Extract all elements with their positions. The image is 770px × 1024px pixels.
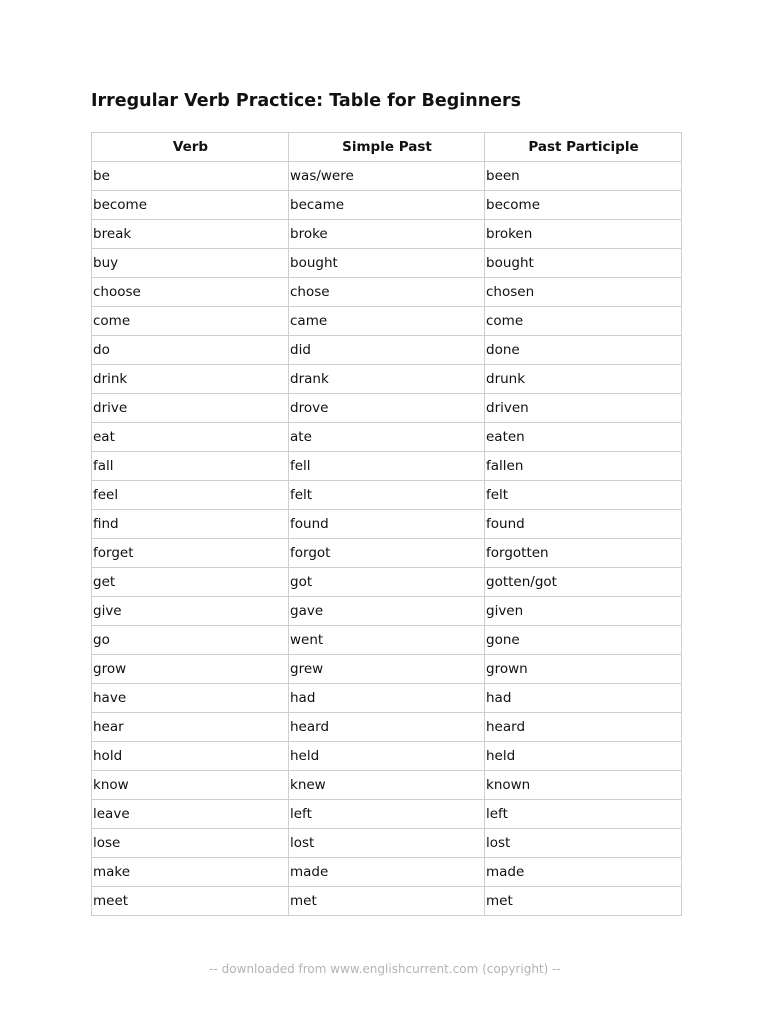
cell-verb: leave <box>92 800 289 829</box>
cell-simple-past: grew <box>289 655 485 684</box>
table-row <box>92 365 682 394</box>
cell-simple-past: bought <box>289 249 485 278</box>
cell-verb: hold <box>92 742 289 771</box>
cell-simple-past: chose <box>289 278 485 307</box>
table-row <box>92 858 682 887</box>
cell-verb: get <box>92 568 289 597</box>
table-row <box>92 684 682 713</box>
table-row <box>92 278 682 307</box>
column-header-past-participle: Past Participle <box>485 133 682 162</box>
cell-verb: have <box>92 684 289 713</box>
cell-simple-past: made <box>289 858 485 887</box>
table-row <box>92 336 682 365</box>
cell-verb: give <box>92 597 289 626</box>
cell-verb: find <box>92 510 289 539</box>
table-row <box>92 655 682 684</box>
cell-simple-past: had <box>289 684 485 713</box>
table-row <box>92 191 682 220</box>
cell-past-participle: made <box>485 858 682 887</box>
table-row <box>92 887 682 916</box>
cell-verb: fall <box>92 452 289 481</box>
cell-simple-past: felt <box>289 481 485 510</box>
table-row <box>92 742 682 771</box>
cell-simple-past: met <box>289 887 485 916</box>
cell-past-participle: bought <box>485 249 682 278</box>
cell-past-participle: given <box>485 597 682 626</box>
page-title: Irregular Verb Practice: Table for Beginners <box>91 91 522 111</box>
table-row <box>92 800 682 829</box>
cell-simple-past: ate <box>289 423 485 452</box>
cell-past-participle: forgotten <box>485 539 682 568</box>
cell-simple-past: drank <box>289 365 485 394</box>
column-header-simple-past: Simple Past <box>289 133 485 162</box>
table-row <box>92 713 682 742</box>
cell-past-participle: been <box>485 162 682 191</box>
cell-past-participle: driven <box>485 394 682 423</box>
cell-verb: drive <box>92 394 289 423</box>
cell-past-participle: grown <box>485 655 682 684</box>
cell-simple-past: heard <box>289 713 485 742</box>
cell-verb: feel <box>92 481 289 510</box>
cell-verb: know <box>92 771 289 800</box>
cell-verb: hear <box>92 713 289 742</box>
cell-past-participle: come <box>485 307 682 336</box>
table-row <box>92 829 682 858</box>
cell-simple-past: gave <box>289 597 485 626</box>
cell-simple-past: was/were <box>289 162 485 191</box>
cell-past-participle: fallen <box>485 452 682 481</box>
verb-table <box>91 132 682 916</box>
table-row <box>92 568 682 597</box>
cell-simple-past: got <box>289 568 485 597</box>
cell-verb: make <box>92 858 289 887</box>
cell-simple-past: knew <box>289 771 485 800</box>
cell-simple-past: found <box>289 510 485 539</box>
cell-verb: go <box>92 626 289 655</box>
cell-past-participle: gone <box>485 626 682 655</box>
cell-verb: become <box>92 191 289 220</box>
table-row <box>92 510 682 539</box>
table-row <box>92 162 682 191</box>
cell-verb: meet <box>92 887 289 916</box>
cell-verb: break <box>92 220 289 249</box>
cell-simple-past: fell <box>289 452 485 481</box>
cell-verb: buy <box>92 249 289 278</box>
cell-verb: eat <box>92 423 289 452</box>
table-row <box>92 771 682 800</box>
cell-verb: be <box>92 162 289 191</box>
cell-past-participle: broken <box>485 220 682 249</box>
cell-past-participle: held <box>485 742 682 771</box>
cell-past-participle: lost <box>485 829 682 858</box>
cell-simple-past: left <box>289 800 485 829</box>
cell-past-participle: drunk <box>485 365 682 394</box>
table-row <box>92 597 682 626</box>
table-row <box>92 220 682 249</box>
cell-verb: do <box>92 336 289 365</box>
cell-verb: drink <box>92 365 289 394</box>
cell-verb: lose <box>92 829 289 858</box>
cell-simple-past: held <box>289 742 485 771</box>
table-header-row <box>92 133 682 162</box>
cell-past-participle: become <box>485 191 682 220</box>
table-row <box>92 452 682 481</box>
cell-verb: come <box>92 307 289 336</box>
cell-verb: choose <box>92 278 289 307</box>
cell-verb: forget <box>92 539 289 568</box>
cell-past-participle: had <box>485 684 682 713</box>
table-row <box>92 423 682 452</box>
cell-past-participle: felt <box>485 481 682 510</box>
cell-simple-past: came <box>289 307 485 336</box>
cell-simple-past: went <box>289 626 485 655</box>
table-row <box>92 481 682 510</box>
cell-verb: grow <box>92 655 289 684</box>
cell-past-participle: met <box>485 887 682 916</box>
cell-past-participle: gotten/got <box>485 568 682 597</box>
cell-simple-past: became <box>289 191 485 220</box>
cell-simple-past: drove <box>289 394 485 423</box>
table-body <box>92 162 682 916</box>
table-row <box>92 626 682 655</box>
table-row <box>92 249 682 278</box>
cell-simple-past: did <box>289 336 485 365</box>
cell-past-participle: eaten <box>485 423 682 452</box>
table-row <box>92 307 682 336</box>
cell-simple-past: broke <box>289 220 485 249</box>
cell-past-participle: heard <box>485 713 682 742</box>
cell-simple-past: lost <box>289 829 485 858</box>
cell-past-participle: chosen <box>485 278 682 307</box>
cell-past-participle: known <box>485 771 682 800</box>
cell-past-participle: done <box>485 336 682 365</box>
cell-simple-past: forgot <box>289 539 485 568</box>
footer-note: -- downloaded from www.englishcurrent.com (copyright) -- <box>209 962 561 976</box>
column-header-verb: Verb <box>92 133 289 162</box>
cell-past-participle: left <box>485 800 682 829</box>
table-row <box>92 539 682 568</box>
table-row <box>92 394 682 423</box>
cell-past-participle: found <box>485 510 682 539</box>
